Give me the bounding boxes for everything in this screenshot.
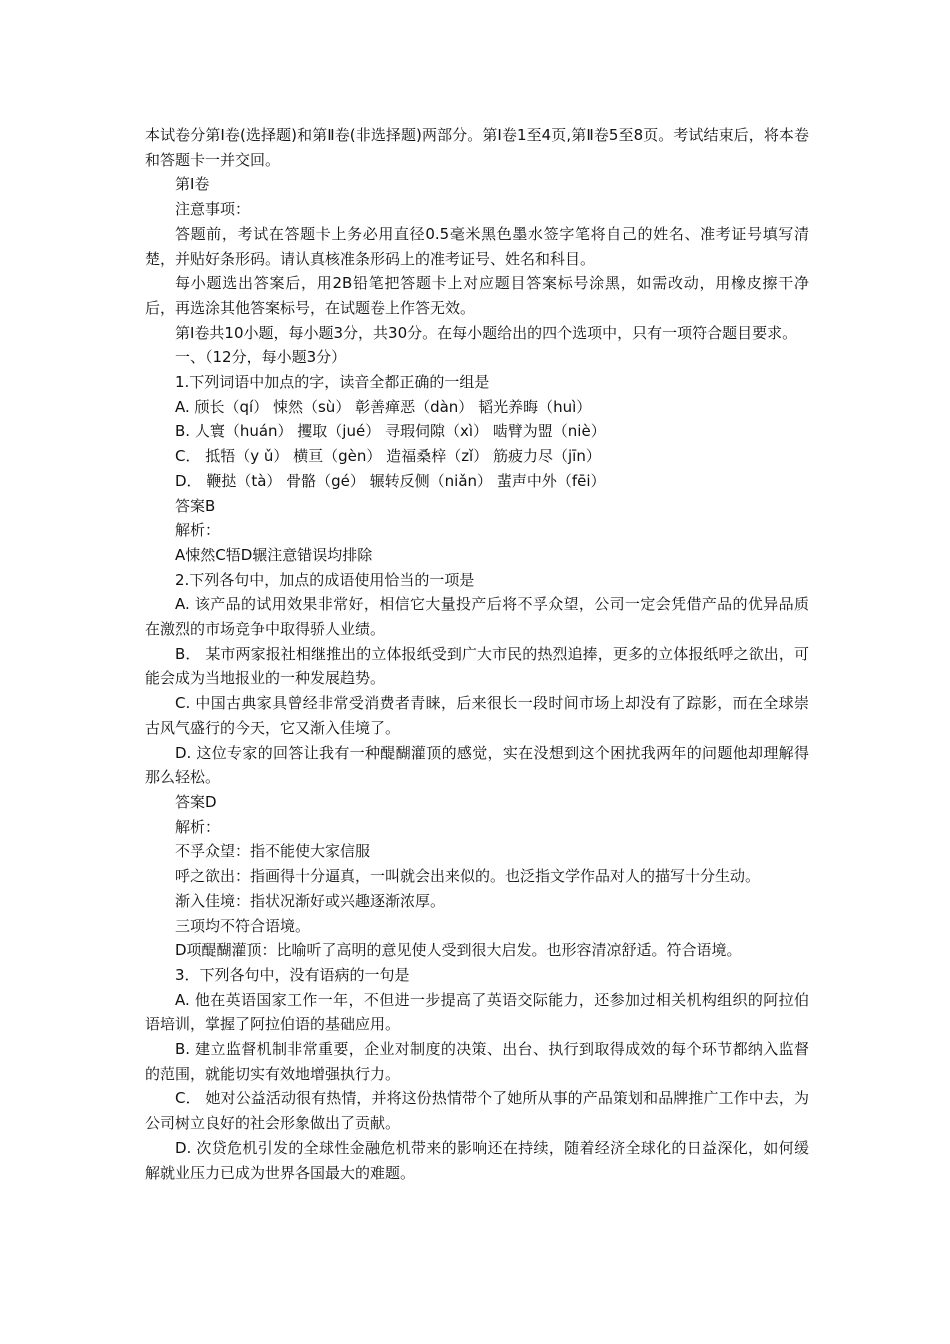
answer-line: 答案B	[175, 496, 216, 515]
question-option: D. 这位专家的回答让我有一种醍醐灌顶的感觉，实在没想到这个困扰我两年的问题他却理解得那么轻松。	[145, 743, 809, 787]
part-heading: 一、（12分，每小题3分）	[175, 348, 347, 367]
notice-paragraph: 每小题选出答案后，用2B铅笔把答题卡上对应题目答案标号涂黑，如需改动，用橡皮擦干净后，再选涂其他答案标号，在试题卷上作答无效。	[145, 274, 809, 317]
question-option: A. 该产品的试用效果非常好，相信它大量投产后将不孚众望，公司一定会凭借产品的优异品质在激烈的市场竞争中取得骄人业绩。	[145, 595, 809, 639]
analysis-text: 呼之欲出：指画得十分逼真，一叫就会出来似的。也泛指文学作品对人的描写十分生动。	[175, 867, 761, 886]
question-option: C． 她对公益活动很有热情，并将这份热情带个了她所从事的产品策划和品牌推广工作中去，为公司树立良好的社会形象做出了贡献。	[145, 1089, 809, 1133]
section-title: 第Ⅰ卷	[175, 175, 210, 194]
analysis-text: D项醍醐灌顶：比喻听了高明的意见使人受到很大启发。也形容清凉舒适。符合语境。	[175, 941, 742, 960]
notice-paragraph: 答题前，考试在答题卡上务必用直径0.5毫米黑色墨水签字笔将自己的姓名、准考证号填写清楚，并贴好条形码。请认真核准条形码上的准考证号、姓名和科目。	[145, 224, 809, 268]
question-option: B． 某市两家报社相继推出的立体报纸受到广大市民的热烈追捧，更多的立体报纸呼之欲出，可能会成为当地报业的一种发展趋势。	[145, 644, 809, 688]
paragraph-intro: 本试卷分第Ⅰ卷(选择题)和第Ⅱ卷(非选择题)两部分。第Ⅰ卷1至4页,第Ⅱ卷5至8页。考试结束后，将本卷和答题卡一并交回。	[145, 126, 809, 169]
analysis-text: 三项均不符合语境。	[175, 916, 311, 935]
question-stem: 2.下列各句中，加点的成语使用恰当的一项是	[175, 570, 475, 589]
answer-line: 答案D	[175, 792, 217, 811]
question-option: B. 建立监督机制非常重要，企业对制度的决策、出台、执行到取得成效的每个环节都纳入监督的范围，就能切实有效地增强执行力。	[145, 1040, 809, 1083]
question-option: C． 抵牾（y ǔ） 横亘（gèn） 造福桑梓（zǐ） 筋疲力尽（jīn）	[175, 447, 601, 466]
question-option: B. 人寰（huán） 攫取（jué） 寻瑕伺隙（xì） 啮臂为盟（niè）	[175, 422, 606, 441]
document-body	[145, 123, 809, 1185]
analysis-text: 不孚众望：指不能使大家信服	[175, 842, 371, 861]
analysis-heading: 解析：	[175, 817, 221, 836]
analysis-text: 渐入佳境：指状况渐好或兴趣逐渐浓厚。	[175, 891, 446, 910]
question-option: A. 颀长（qí） 悚然（sù） 彰善瘅恶（dàn） 韬光养晦（huì）	[175, 397, 592, 416]
notice-paragraph: 第Ⅰ卷共10小题，每小题3分，共30分。在每小题给出的四个选项中，只有一项符合题目要求。	[175, 323, 798, 342]
question-stem: 1.下列词语中加点的字，读音全都正确的一组是	[175, 373, 490, 392]
question-option: C. 中国古典家具曾经非常受消费者青睐，后来很长一段时间市场上却没有了踪影，而在全球崇古风气盛行的今天，它又渐入佳境了。	[145, 694, 809, 737]
question-option: D． 鞭挞（tà） 骨骼（gé） 辗转反侧（niǎn） 蜚声中外（fēi）	[175, 471, 606, 490]
notice-heading: 注意事项：	[175, 200, 251, 219]
question-option: A. 他在英语国家工作一年，不但进一步提高了英语交际能力，还参加过相关机构组织的阿拉伯语培训，掌握了阿拉伯语的基础应用。	[145, 990, 809, 1034]
analysis-text: A悚然C牾D辗注意错误均排除	[175, 545, 373, 564]
analysis-heading: 解析：	[175, 521, 221, 540]
question-stem: 3．下列各句中，没有语病的一句是	[175, 965, 410, 984]
question-option: D. 次贷危机引发的全球性金融危机带来的影响还在持续，随着经济全球化的日益深化，如何缓解就业压力已成为世界各国最大的难题。	[145, 1138, 809, 1182]
